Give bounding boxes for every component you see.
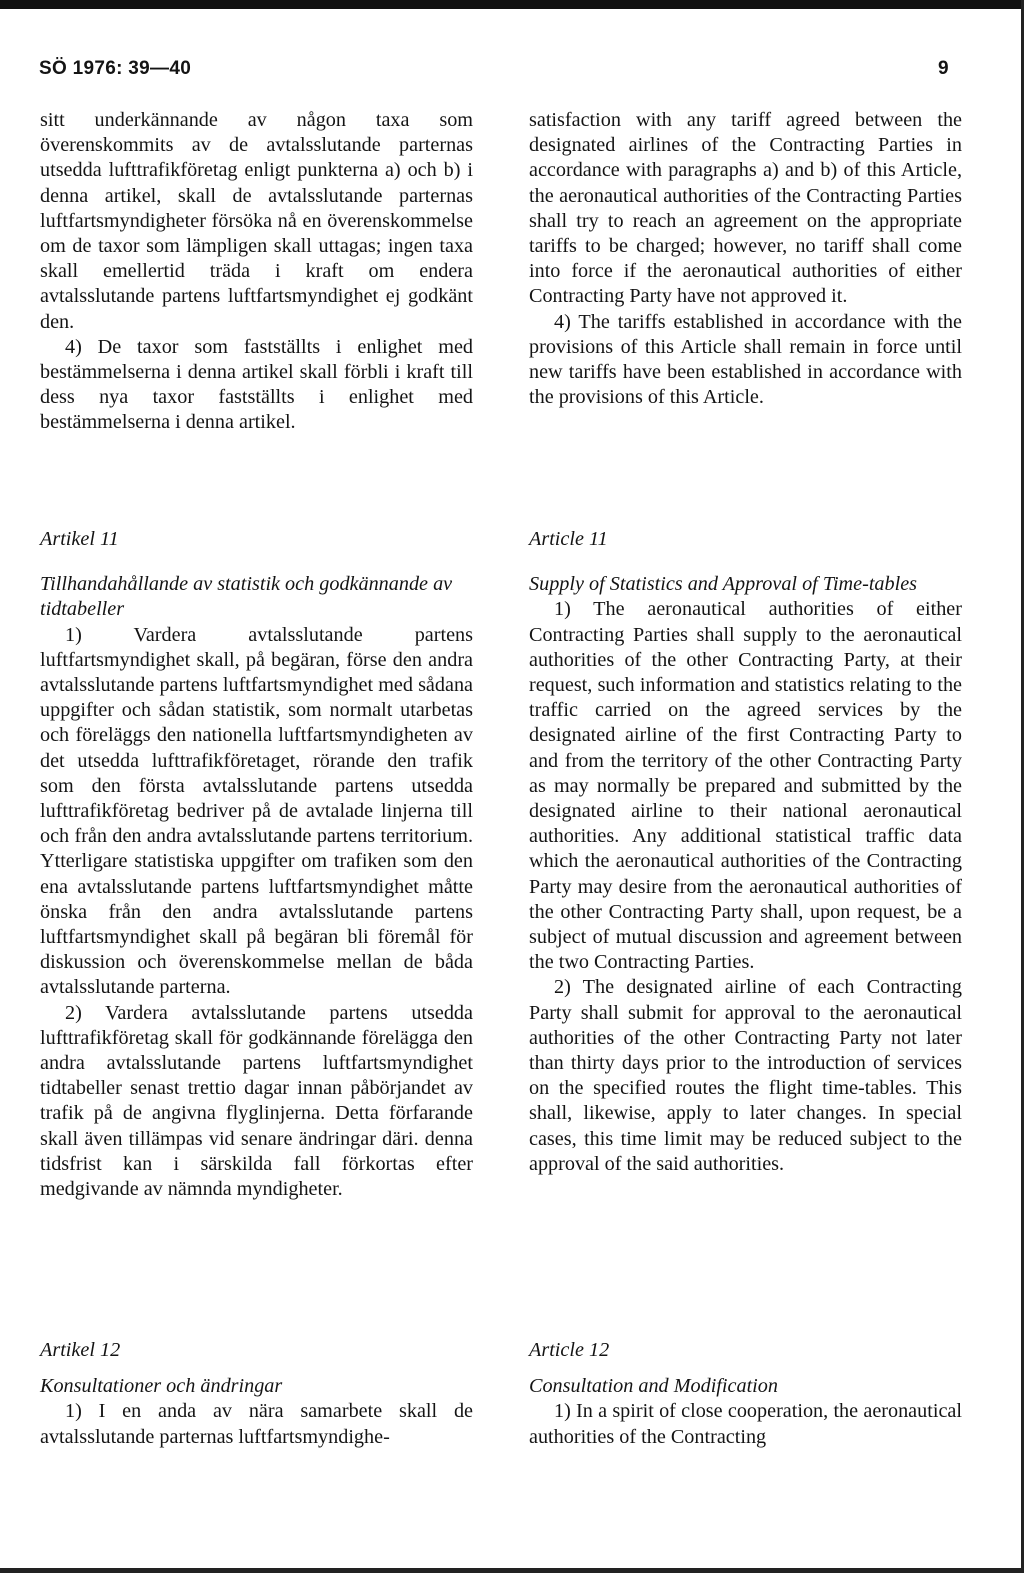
english-article-11-paragraph-1: 1) The aeronautical authorities of either Contracting Parties shall supply to the aeronautical authorities of the other Contracting Party, at their request, such information and statistics relating to the traffic carried on the agreed services by the designated airline of the first Contracting Party to and from the territory of the other Contracting Party as may normally be prepared and submitted by the designated airline to their national aeronautical authorities. Any additional statistical traffic data which the aeronautical authorities of the Contracting Party may desire from the aeronautical authorities of the other Contracting Party shall, upon request, be a subject of mutual discussion and agreement between the two Contracting Parties. — [529, 598, 962, 974]
bottom-border-rule — [0, 1568, 1024, 1573]
swedish-article-12 — [40, 1338, 473, 1450]
english-article-11-heading: Article 11 — [529, 528, 608, 550]
swedish-article-12-heading: Artikel 12 — [40, 1339, 121, 1361]
swedish-paragraph-4: 4) De taxor som fastställts i enlighet med bestämmelserna i denna artikel skall förbli i kraft till dess nya taxor fastställts i enlighet med bestämmelserna i denna artikel. — [40, 335, 473, 434]
english-article-12 — [529, 1338, 962, 1450]
english-block-continuation — [529, 108, 962, 410]
swedish-article-11-paragraph-2: 2) Vardera avtalsslutande partens utsedda lufttrafikföretag skall för godkännande förelägga den andra avtalsslutande partens luftfartsmyndighet tidtabeller senast trettio dagar innan påbörjandet av trafik på de angivna flyglinjerna. Detta förfarande skall även tillämpas vid senare ändringar däri. denna tidsfrist kan i särskilda fall förkortas efter medgivande av nämnda myndigheter. — [40, 1001, 473, 1201]
swedish-block-continuation — [40, 108, 473, 436]
english-article-11-paragraph-2: 2) The designated airline of each Contracting Party shall submit for approval to the aeronautical authorities of the other Contracting Party not later than thirty days prior to the introduction of services on the specified routes the flight time-tables. This shall, likewise, apply to later changes. In special cases, this time limit may be reduced subject to the approval of the said authorities. — [529, 976, 962, 1175]
swedish-paragraph-continued: sitt underkännande av någon taxa som överenskommits av de avtalsslutande parternas utsedda lufttrafikföretag enligt punkterna a) och b) i denna artikel, skall de avtalsslutande parternas luftfartsmyndigheter försöka nå en överenskommelse om de taxor som lämpligen skall uttagas; ingen taxa skall emellertid träda i kraft om endera avtalsslutande partens luftfartsmyndighet ej godkänt den. — [40, 109, 473, 333]
swedish-article-11 — [40, 527, 473, 1202]
swedish-article-11-subheading: Tillhandahållande av statistik och godkännande av tidtabeller — [40, 573, 453, 621]
page-number: 9 — [938, 58, 949, 79]
english-paragraph-continued: satisfaction with any tariff agreed between the designated airlines of the Contracting Parties in accordance with paragraphs a) and b) of this Article, the aeronautical authorities of the Contracting Parties shall try to reach an agreement on the appropriate tariffs to be charged; however, no tariff shall come into force if the aeronautical authorities of either Contracting Party have not approved it. — [529, 109, 962, 308]
english-article-11 — [529, 527, 962, 1177]
english-article-11-subheading: Supply of Statistics and Approval of Time-tables — [529, 573, 918, 596]
english-article-12-paragraph-1: 1) In a spirit of close cooperation, the aeronautical authorities of the Contracting — [529, 1400, 962, 1448]
english-article-12-heading: Article 12 — [529, 1339, 610, 1361]
english-article-12-subheading: Consultation and Modification — [529, 1375, 778, 1398]
running-head: SÖ 1976: 39—40 — [39, 58, 192, 79]
swedish-article-11-heading: Artikel 11 — [40, 528, 119, 550]
swedish-article-12-subheading: Konsultationer och ändringar — [40, 1375, 283, 1398]
english-paragraph-4: 4) The tariffs established in accordance with the provisions of this Article shall remain in force until new tariffs have been established in accordance with the provisions of this Article. — [529, 310, 962, 409]
swedish-article-11-paragraph-1: 1) Vardera avtalsslutande partens luftfartsmyndighet skall, på begäran, förse den andra avtalsslutande partens luftfartsmyndighet med sådana uppgifter och sådan statistik, som normalt utarbetas och föreläggs den nationella luftfartsmyndigheten av det utsedda lufttrafikföretaget, rörande den trafik som den första avtalsslutande partens utsedda lufttrafikföretag bedriver på de avtalade linjerna till och från den andra avtalsslutande partens territorium. Ytterligare statistiska uppgifter om trafiken som den ena avtalsslutande partens luftfartsmyndighet måtte önska från den andra avtalsslutande partens luftfartsmyndighet skall på begäran bli föremål för diskussion och överenskommelse mellan de båda avtalsslutande parterna. — [40, 623, 473, 999]
top-border-rule — [0, 0, 1024, 9]
swedish-article-12-paragraph-1: 1) I en anda av nära samarbete skall de avtalsslutande parternas luftfartsmyndighe- — [40, 1400, 473, 1448]
